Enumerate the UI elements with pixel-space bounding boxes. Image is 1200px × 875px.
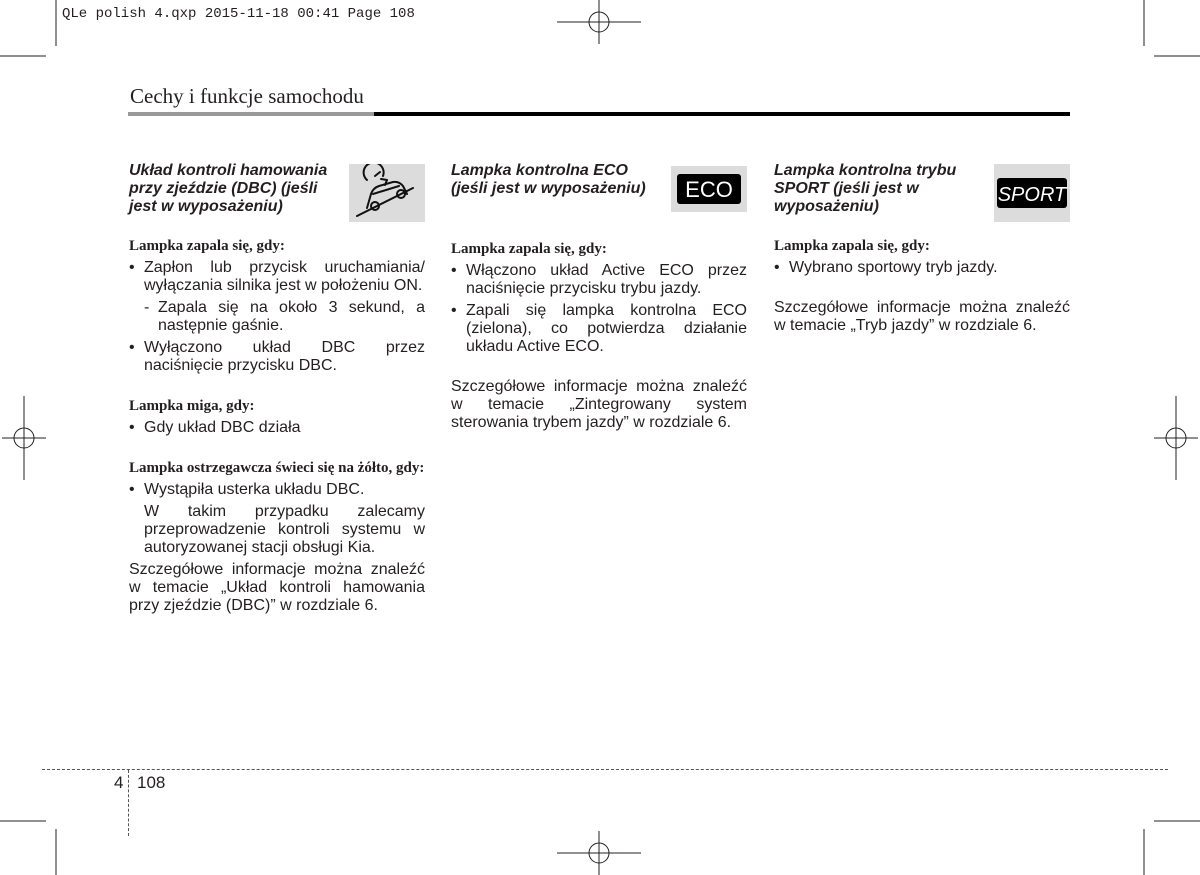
sport-on-item-1: • Wybrano sportowy tryb jazdy. [774, 259, 1070, 277]
eco-heading: Lampka kontrolna ECO (jeśli jest w wyposażeniu) [451, 162, 646, 197]
dbc-warning-item-1: • Wystąpiła usterka układu DBC. [129, 481, 425, 499]
sport-heading: Lampka kontrolna trybu SPORT (jeśli jest w wyposażeniu) [774, 162, 957, 215]
column-eco [451, 162, 747, 432]
sport-icon-text: SPORT [997, 184, 1067, 206]
dbc-on-label: Lampka zapala się, gdy: [129, 238, 285, 254]
eco-indicator-icon [671, 166, 747, 212]
eco-on-item-1: • Włączono układ Active ECO przez naciśnięcie przycisku trybu jazdy. [451, 262, 747, 298]
dbc-warning-note: W takim przypadku zalecamy przeprowadzenie kontroli systemu w autoryzowanej stacji obsługi Kia. [144, 503, 425, 556]
dbc-blink-label: Lampka miga, gdy: [129, 398, 255, 414]
dbc-warning-label: Lampka ostrzegawcza świeci się na żółto, gdy: [129, 460, 425, 476]
eco-on-item-2: • Zapali się lampka kontrolna ECO (zielona), co potwierdza działanie układu Active ECO. [451, 302, 747, 356]
sport-on-label: Lampka zapala się, gdy: [774, 238, 930, 254]
sport-footer-text: Szczegółowe informacje można znaleźć w temacie „Tryb jazdy” w rozdziale 6. [774, 299, 1070, 334]
footer-vertical-divider [128, 770, 129, 836]
column-sport [774, 162, 1070, 335]
dbc-blink-item-1: • Gdy układ DBC działa [129, 419, 425, 437]
page-number: 108 [137, 773, 166, 792]
dbc-footer-text: Szczegółowe informacje można znaleźć w temacie „Układ kontroli hamowania przy zjeździe (DBC)” w rozdziale 6. [129, 561, 425, 614]
eco-icon-text: ECO [685, 177, 733, 202]
section-title: Cechy i funkcje samochodu [130, 84, 364, 108]
dbc-on-item-2: • Wyłączono układ DBC przez naciśnięcie przycisku DBC. [129, 339, 425, 375]
dbc-on-item-1: • Zapłon lub przycisk uruchamiania/ wyłączania silnika jest w położeniu ON. [129, 259, 425, 295]
dbc-heading: Układ kontroli hamowania przy zjeździe (DBC) (jeśli jest w wyposażeniu) [129, 162, 328, 215]
registration-mark-top [557, 0, 641, 44]
column-dbc [129, 162, 425, 615]
eco-footer-text: Szczegółowe informacje można znaleźć w temacie „Zintegrowany system sterowania trybem jazdy” w rozdziale 6. [451, 378, 747, 431]
eco-on-label: Lampka zapala się, gdy: [451, 241, 607, 257]
slug-line: QLe polish 4.qxp 2015-11-18 00:41 Page 108 [62, 6, 415, 22]
footer-divider [42, 769, 1168, 770]
registration-mark-left [2, 396, 46, 480]
registration-mark-right [1154, 396, 1198, 480]
sport-indicator-icon [994, 164, 1070, 222]
chapter-number: 4 [114, 773, 124, 792]
registration-mark-bottom [557, 831, 641, 875]
title-rule [128, 112, 1070, 116]
dbc-on-item-1-sub: - Zapala się na około 3 sekund, a następnie gaśnie. [129, 299, 425, 335]
dbc-hill-descent-icon [349, 164, 425, 222]
